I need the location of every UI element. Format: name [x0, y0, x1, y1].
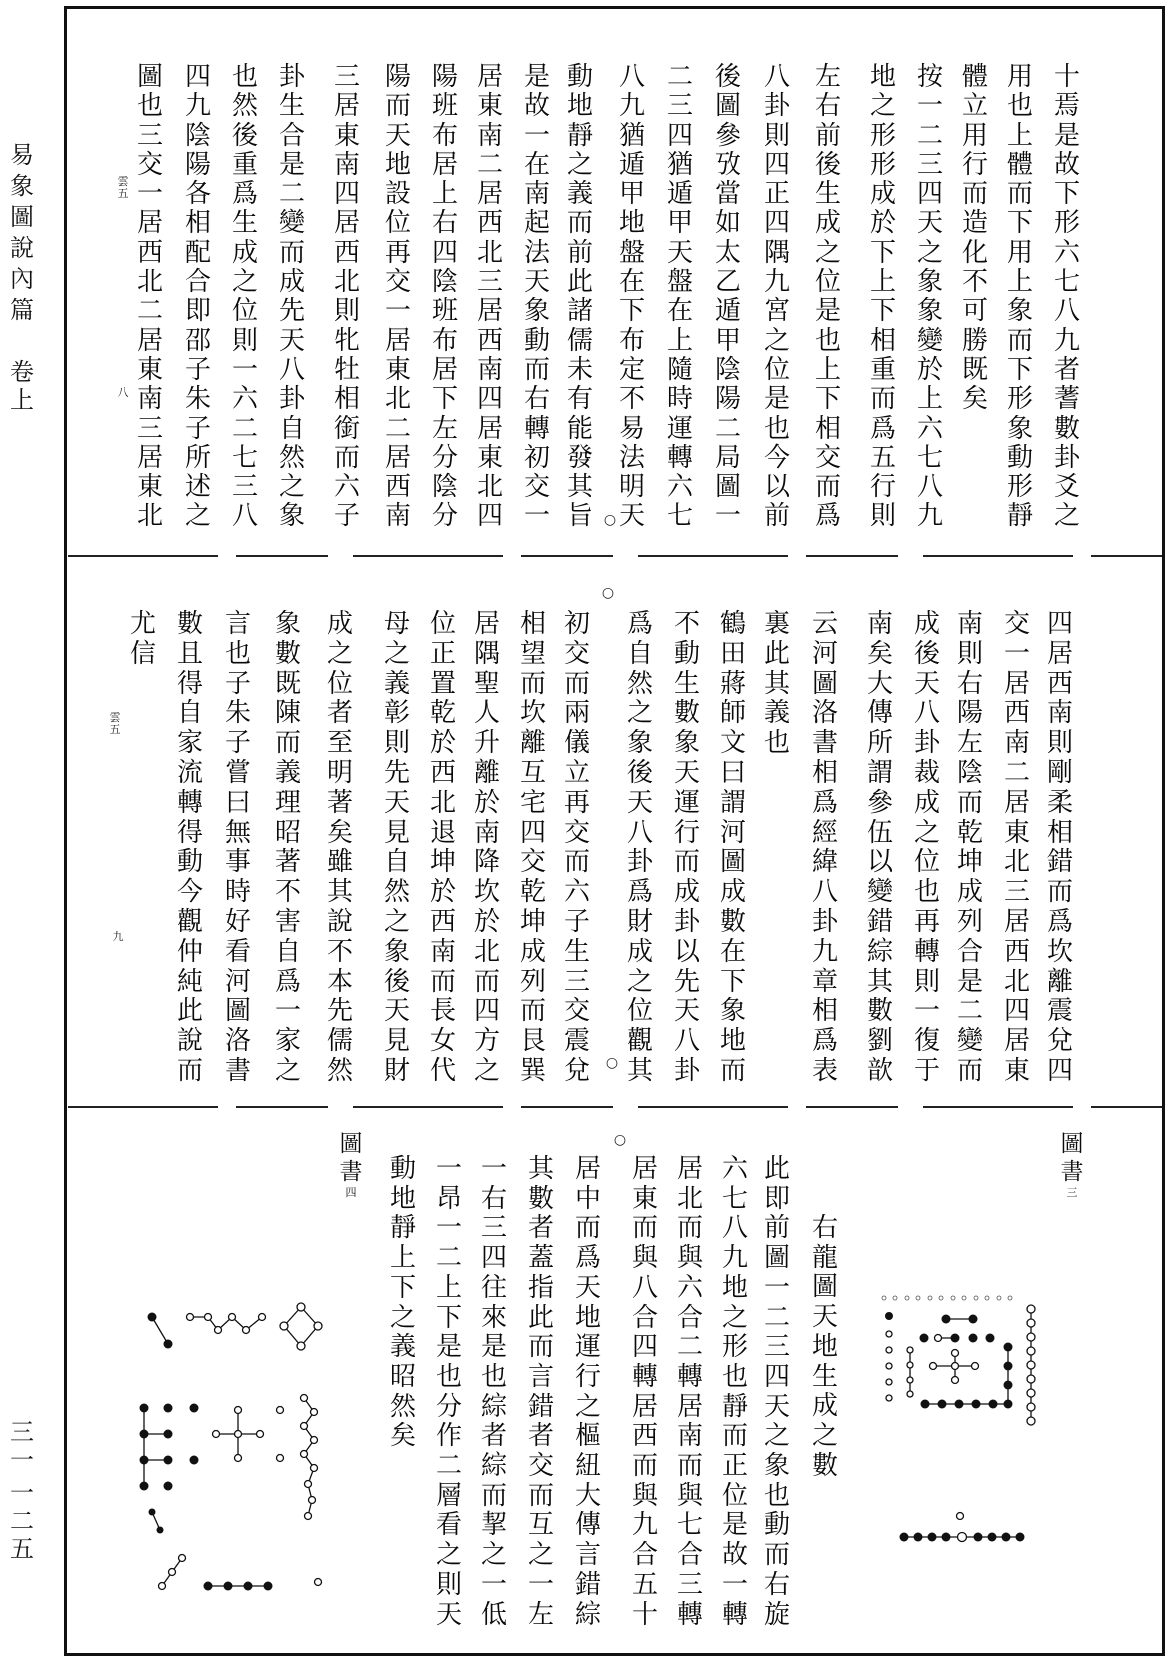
text-column: 爲自然之象後天八卦爲財成之位觀其: [626, 609, 653, 1086]
top-left-pair: [148, 1313, 173, 1349]
text-column: 圖也三交一居西北二居東南三居東北: [136, 62, 163, 532]
center-cross: [930, 1350, 979, 1384]
hollow-dot: [1027, 1347, 1035, 1355]
hollow-dot: [305, 1513, 312, 1520]
bottom-row: [900, 1533, 1025, 1542]
hollow-dot: [952, 1363, 959, 1370]
filled-dot: [140, 1430, 149, 1439]
hollow-dot: [213, 1431, 220, 1438]
filled-dot: [989, 1400, 998, 1409]
left-filled-cluster: [140, 1404, 199, 1491]
hollow-dot: [235, 1407, 242, 1414]
hollow-dot: [893, 1296, 897, 1300]
filled-dot: [157, 1527, 164, 1534]
text-column: 言也子朱子嘗曰無事時好看河圖洛書: [224, 609, 251, 1086]
text-column: 居東而與八合四轉居西而與九合五十: [631, 1154, 658, 1630]
filled-dot: [148, 1313, 157, 1322]
margin-note: 雲五: [117, 175, 129, 200]
hollow-dot: [159, 1583, 166, 1590]
figure-label-left: [338, 1130, 364, 1199]
text-column: 一昂一二上下是也分作二層看之則天: [435, 1154, 462, 1630]
top-dot-row: [882, 1296, 1012, 1300]
filled-dot: [955, 1400, 964, 1409]
hollow-dot: [907, 1391, 913, 1397]
hollow-diamond: [280, 1303, 322, 1350]
filled-dot: [900, 1533, 909, 1542]
margin-note: 八: [117, 386, 129, 399]
filled-dot: [164, 1340, 173, 1349]
filled-dot: [1016, 1533, 1025, 1542]
margin-note: 雲五: [109, 711, 121, 736]
hollow-dot: [301, 1395, 308, 1402]
text-column: 居東南二居西北三居西南四居東北四: [476, 62, 503, 532]
text-column: 三居東南四居西北則牝牡相銜而六子: [333, 62, 360, 532]
figure-label-right: [1059, 1130, 1085, 1199]
hollow-dot: [997, 1296, 1001, 1300]
filled-dot: [164, 1456, 173, 1465]
hollow-dot: [957, 1513, 964, 1520]
filled-dot: [224, 1582, 233, 1591]
text-column: 初交而兩儀立再交而六子生三交震兌: [563, 609, 590, 1086]
hollow-dot: [205, 1314, 212, 1321]
filled-dot: [928, 1533, 937, 1542]
filled-dot: [972, 1400, 981, 1409]
filled-dot: [969, 1315, 978, 1324]
hollow-dot: [1027, 1417, 1035, 1425]
hollow-dot: [939, 1296, 943, 1300]
section-divider: [68, 555, 1162, 557]
hollow-dot: [187, 1314, 194, 1321]
hollow-dot: [951, 1296, 955, 1300]
hollow-dot: [280, 1322, 288, 1330]
paragraph-mark: ○: [613, 1132, 627, 1148]
diagonal-hollow-chain: [159, 1555, 186, 1590]
filled-dot: [140, 1482, 149, 1491]
text-column: 鶴田蔣師文曰謂河圖成數在下象地而: [719, 609, 746, 1086]
right-hollow-chain: [1027, 1305, 1035, 1425]
filled-dot: [921, 1400, 930, 1409]
hollow-dot: [243, 1327, 250, 1334]
hollow-dot: [985, 1296, 989, 1300]
figure-number: 三: [1066, 1186, 1078, 1199]
section-divider: [68, 1106, 1162, 1108]
hollow-dot: [1027, 1403, 1035, 1411]
hollow-dot: [935, 1335, 942, 1342]
top-pair: [942, 1315, 978, 1324]
filled-dot: [942, 1533, 951, 1542]
text-column: 地之形形成於下上下相重而爲五行則: [869, 62, 896, 532]
filled-dot: [885, 1312, 893, 1320]
text-column: 尤信: [129, 609, 156, 669]
text-column: 四九陰陽各相配合即邵子朱子所述之: [184, 62, 211, 532]
second-dot-chain: [907, 1347, 913, 1397]
figure-label-text: 圖書: [1060, 1131, 1084, 1185]
hollow-dot: [297, 1303, 305, 1311]
hollow-dot: [315, 1579, 322, 1586]
text-column: 是故一在南起法天象動而右轉初交一: [523, 62, 550, 532]
text-column: 左右前後生成之位是也上下相交而爲: [814, 62, 841, 532]
hollow-dot: [928, 1296, 932, 1300]
hollow-dot: [277, 1407, 284, 1414]
bottom-filled-row: [204, 1582, 273, 1591]
figure-label-text: 圖書: [339, 1131, 363, 1185]
hollow-dot: [974, 1296, 978, 1300]
filled-dot: [264, 1582, 273, 1591]
text-column: 交一居西南二居東北三居西北四居東: [1003, 609, 1030, 1086]
text-column: 一右三四往來是也綜者綜而挈之一低: [480, 1154, 507, 1630]
filled-dot: [974, 1533, 983, 1542]
hollow-dot: [962, 1296, 966, 1300]
text-column: 居中而爲天地運行之樞紐大傳言錯綜: [574, 1154, 601, 1630]
lower-filled-row: [921, 1400, 1009, 1409]
paragraph-mark: ○: [603, 512, 617, 528]
text-column: 母之義彰則先天見自然之象後天見財: [383, 609, 410, 1086]
text-column: 相望而坎離互宅四交乾坤成列而艮巽: [519, 609, 546, 1086]
text-column: 南矣大傳所謂參伍以變錯綜其數劉歆: [866, 609, 893, 1086]
text-column: 卦生合是二變而成先天八卦自然之象: [278, 62, 305, 532]
hollow-dot: [311, 1465, 318, 1472]
filled-dot: [920, 1334, 929, 1343]
filled-dot: [914, 1533, 923, 1542]
hollow-dot: [905, 1296, 909, 1300]
right-hollow-zigzag: [301, 1395, 318, 1520]
filled-dot: [164, 1430, 173, 1439]
text-column: 陽而天地設位再交一居東北二居西南: [384, 62, 411, 532]
figure-number: 四: [345, 1186, 357, 1199]
hollow-dot: [305, 1481, 312, 1488]
filled-dot: [149, 1509, 156, 1516]
hollow-dot: [907, 1362, 913, 1368]
hollow-dot: [235, 1431, 242, 1438]
filled-dot: [140, 1456, 149, 1465]
left-dot-column: [885, 1312, 893, 1401]
hollow-dot: [952, 1350, 959, 1357]
right-filled-chain: [1004, 1343, 1013, 1409]
text-column: 用也上體而下用上象而下形象動形靜: [1006, 62, 1033, 532]
hollow-dot: [907, 1377, 913, 1383]
text-column: 動地靜上下之義昭然矣: [389, 1154, 416, 1452]
hollow-dot: [886, 1395, 892, 1401]
hollow-dot: [215, 1327, 222, 1334]
hollow-dot: [229, 1314, 236, 1321]
hollow-dot: [907, 1347, 913, 1353]
paragraph-mark: ○: [605, 1055, 619, 1071]
hollow-dot: [314, 1322, 322, 1330]
page-code-volume: 三一: [10, 1418, 34, 1474]
hollow-dot: [916, 1296, 920, 1300]
hollow-dot: [1027, 1361, 1035, 1369]
hollow-dot: [235, 1455, 242, 1462]
text-column: 位正置乾於西北退坤於西南而長女代: [429, 609, 456, 1086]
text-column: 動地靜之義而前此諸儒未有能發其旨: [566, 62, 593, 532]
filled-dot: [190, 1456, 199, 1465]
hollow-dot: [309, 1497, 316, 1504]
filled-dot: [140, 1404, 149, 1413]
filled-dot: [988, 1533, 997, 1542]
hollow-dot: [930, 1363, 937, 1370]
filled-dot: [1004, 1381, 1013, 1390]
filled-dot: [1004, 1362, 1013, 1371]
hollow-dot: [886, 1331, 892, 1337]
book-title: 易象圖說內篇: [10, 141, 34, 324]
text-column: 南則右陽左陰而乾坤成列合是二變而: [956, 609, 983, 1086]
filled-dot: [1004, 1343, 1013, 1352]
hollow-dot: [297, 1342, 305, 1350]
hollow-dot: [972, 1363, 979, 1370]
hollow-dot: [1027, 1333, 1035, 1341]
filled-dot: [1002, 1533, 1011, 1542]
hollow-dot: [886, 1379, 892, 1385]
hollow-dot: [1027, 1319, 1035, 1327]
hollow-dot: [257, 1431, 264, 1438]
filled-dot: [942, 1315, 951, 1324]
filled-dot: [969, 1334, 978, 1343]
upper-row: [920, 1334, 995, 1343]
text-column: 不動生數象天運行而成卦以先天八卦: [673, 609, 700, 1086]
filled-dot: [164, 1482, 173, 1491]
hollow-dot: [259, 1314, 266, 1321]
top-hollow-chain: [187, 1314, 266, 1334]
text-column: 也然後重爲生成之位則一六二七三八: [231, 62, 258, 532]
hollow-dot: [1027, 1389, 1035, 1397]
page-code-page: 一二五: [10, 1479, 34, 1563]
filled-dot: [938, 1400, 947, 1409]
filled-dot: [951, 1334, 960, 1343]
hollow-dot: [301, 1451, 308, 1458]
hollow-dot: [311, 1409, 318, 1416]
text-column: 象數既陳而義理昭著不害自爲一家之: [274, 609, 301, 1086]
text-column: 居隅聖人升離於南降坎於北而四方之: [473, 609, 500, 1086]
text-column: 數且得自家流轉得動今觀仲純此說而: [176, 609, 203, 1086]
text-column: 陽班布居上右四陰班布居下左分陰分: [431, 62, 458, 532]
text-column: 體立用行而造化不可勝既矣: [961, 62, 988, 415]
filled-dot: [190, 1404, 199, 1413]
text-column: 按一二三四天之象象變於上六七八九: [916, 62, 943, 532]
dot-diagram-right: [870, 1290, 1045, 1548]
hollow-dot: [277, 1455, 284, 1462]
hollow-dot: [311, 1437, 318, 1444]
text-column: 二三四猶遁甲天盤在上隨時運轉六七: [666, 62, 693, 532]
text-column: 四居西南則剛柔相錯而爲坎離震兌四: [1046, 609, 1073, 1086]
hollow-dot: [179, 1555, 186, 1562]
filled-dot: [164, 1404, 173, 1413]
hollow-dot: [1027, 1305, 1035, 1313]
hollow-dot: [952, 1377, 959, 1384]
volume-label: 卷上: [10, 358, 34, 414]
hollow-dot: [1027, 1375, 1035, 1383]
hollow-dot: [169, 1569, 176, 1576]
text-column: 八卦則四正四隅九宮之位是也今以前: [763, 62, 790, 532]
text-column: 居北而與六合二轉居南而與七合三轉: [676, 1154, 703, 1630]
margin-note: 九: [112, 930, 124, 943]
text-column: 此即前圖一二三四天之象也動而右旋: [763, 1154, 790, 1630]
dot-diagram-left: [128, 1298, 348, 1598]
paragraph-mark: ○: [601, 585, 615, 601]
text-column: 成後天八卦裁成之位也再轉則一復于: [913, 609, 940, 1086]
lower-left-pair: [149, 1509, 164, 1534]
text-column: 云河圖洛書相爲經緯八卦九章相爲表: [811, 609, 838, 1086]
text-column: 十焉是故下形六七八九者蓍數卦爻之: [1053, 62, 1080, 532]
hollow-dot: [1008, 1296, 1012, 1300]
text-column: 其數者蓋指此而言錯者交而互之一左: [527, 1154, 554, 1630]
hollow-dot: [882, 1296, 886, 1300]
filled-dot: [986, 1334, 995, 1343]
filled-dot: [204, 1582, 213, 1591]
hollow-dot: [301, 1423, 308, 1430]
filled-dot: [244, 1582, 253, 1591]
hollow-dot: [958, 1533, 967, 1542]
hollow-dot: [886, 1363, 892, 1369]
text-column: 八九猶遁甲地盤在下布定不易法明天: [618, 62, 645, 532]
text-column: 六七八九地之形也靜而正位是故一轉: [721, 1154, 748, 1630]
text-column: 成之位者至明著矣雖其說不本先儒然: [326, 609, 353, 1086]
text-column: 裏此其義也: [763, 609, 790, 759]
center-hollow-cross: [213, 1407, 284, 1462]
text-column: 後圖參攷當如太乙遁甲陰陽二局圖一: [714, 62, 741, 532]
figure-caption: 右龍圖天地生成之數: [811, 1213, 838, 1481]
hollow-dot: [886, 1347, 892, 1353]
